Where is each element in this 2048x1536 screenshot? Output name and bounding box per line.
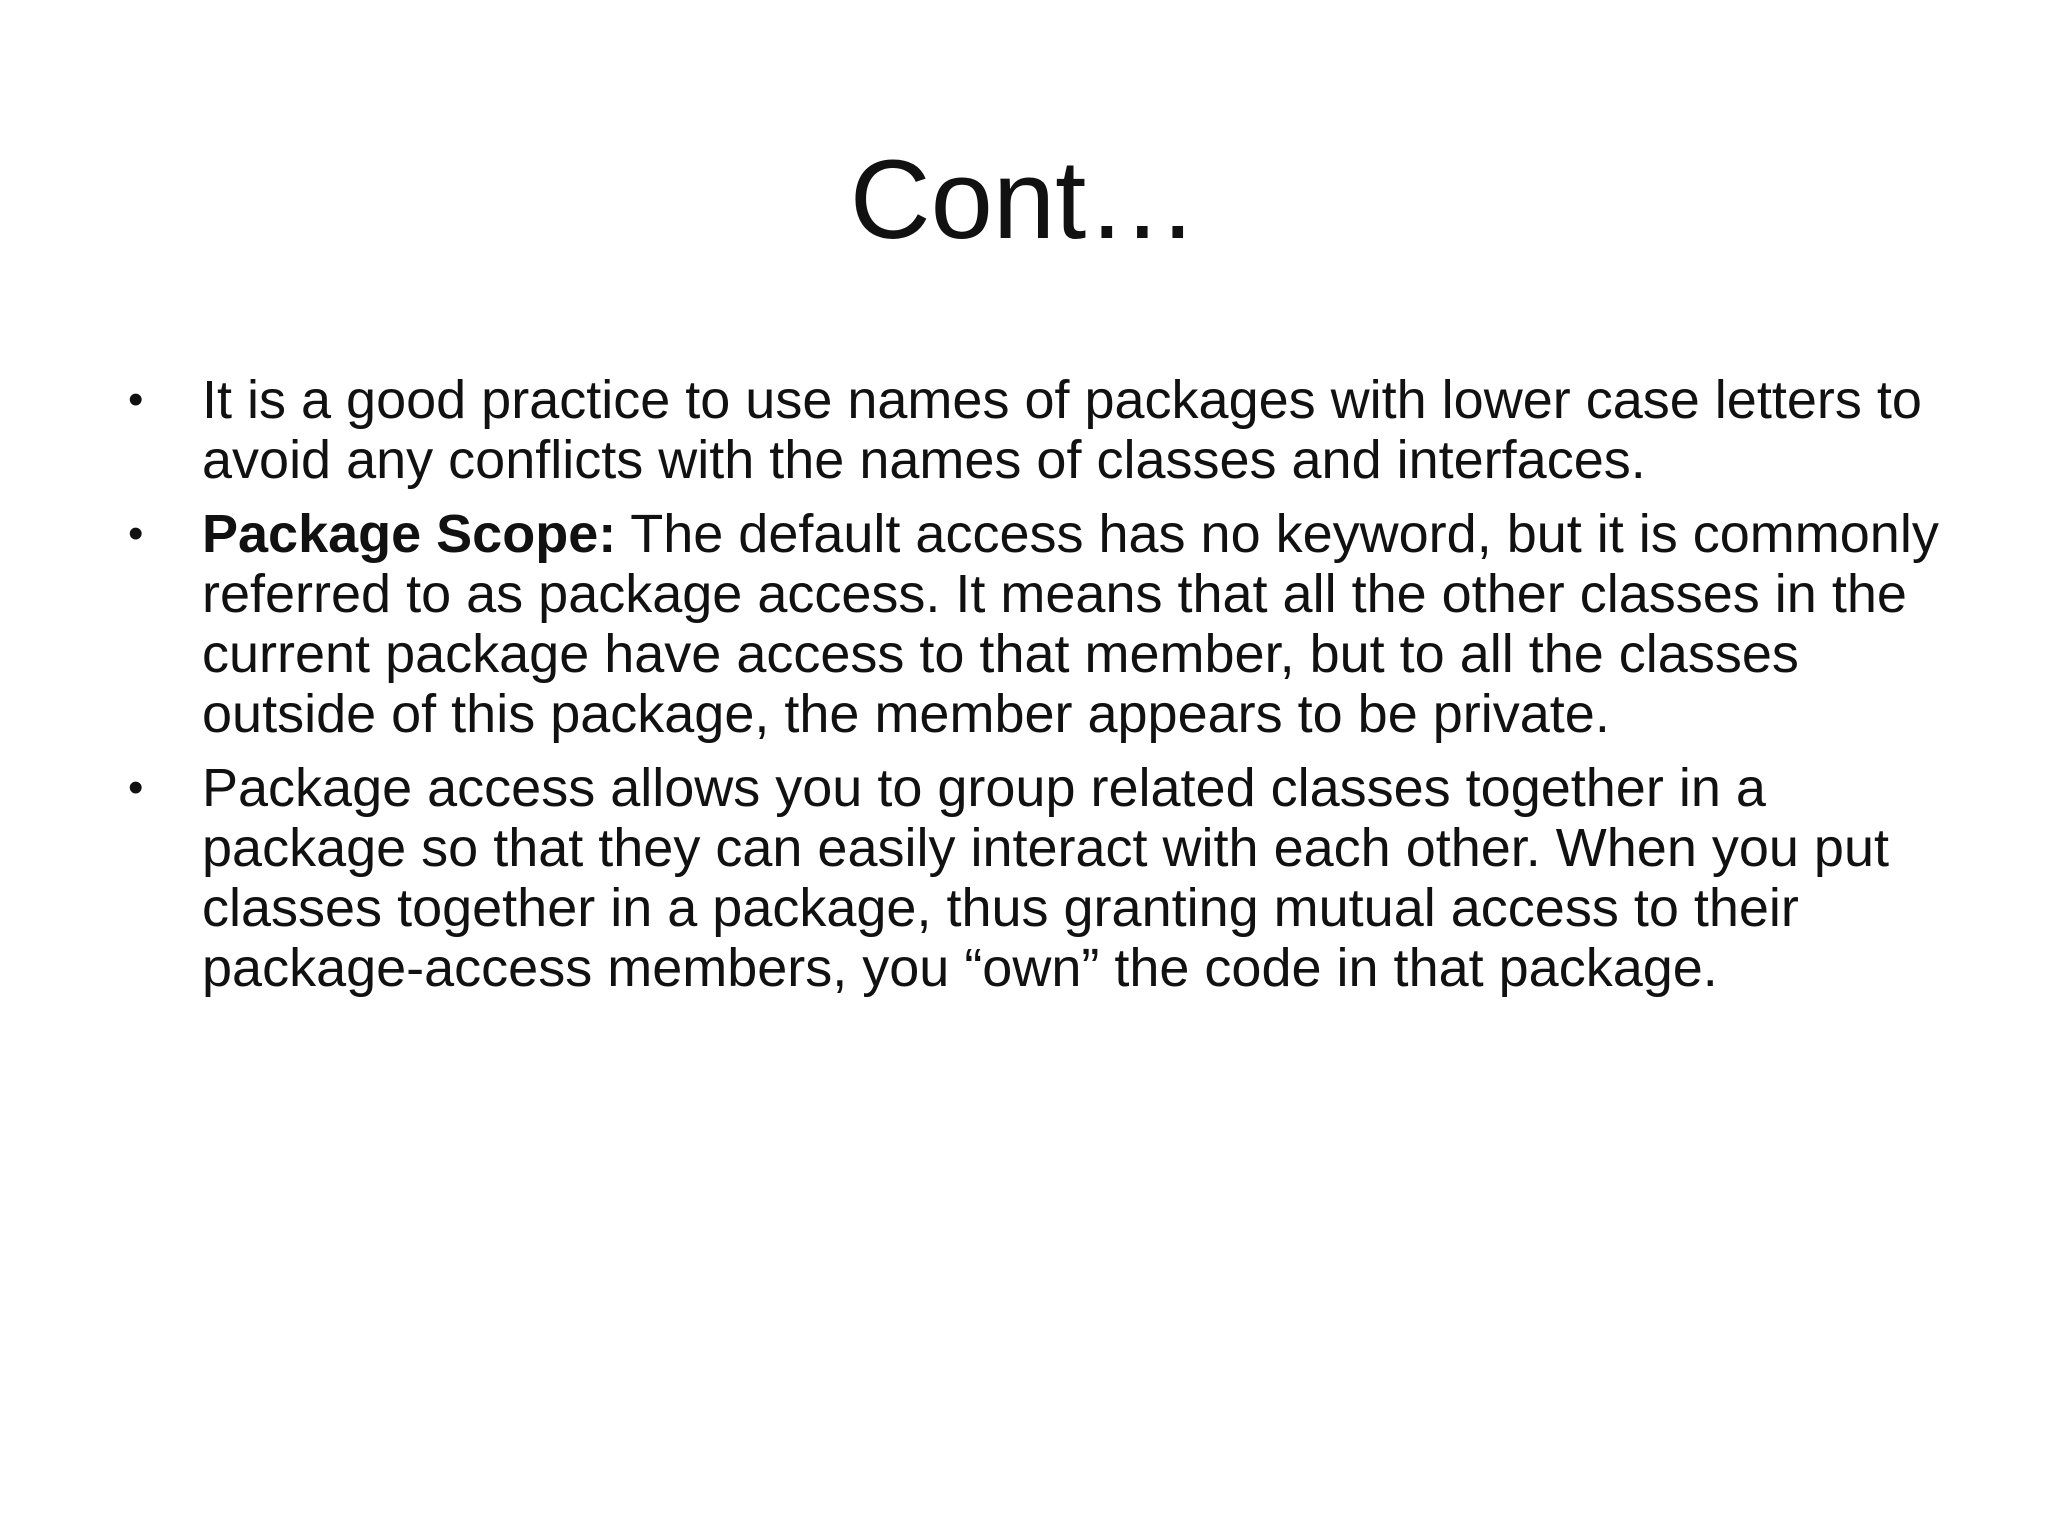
bullet-item-package-scope — [122, 504, 1952, 744]
bullet-text: It is a good practice to use names of packages with lower case letters to avoid any conflicts with the names of classes and interfaces. — [202, 370, 1922, 490]
bullet-item-naming — [122, 370, 1952, 490]
bullet-bold-lead: Package Scope: — [202, 504, 617, 564]
slide-title: Cont… — [849, 137, 1199, 262]
bullet-text: Package access allows you to group related classes together in a package so that they can easily interact with each other. When you put classes together in a package, thus granting mutual access to their package-access members, you “own” the code in that package. — [202, 758, 1889, 998]
bullet-dot-icon: • — [128, 375, 144, 424]
bullet-list — [122, 370, 1952, 1012]
bullet-item-package-access — [122, 758, 1952, 998]
bullet-dot-icon: • — [128, 763, 144, 812]
bullet-text: The default access has no keyword, but it is commonly referred to as package access. It means that all the other classes in the current package have access to that member, but to all the classes outside of this package, the member appears to be private. — [202, 504, 1939, 744]
bullet-dot-icon: • — [128, 509, 144, 558]
